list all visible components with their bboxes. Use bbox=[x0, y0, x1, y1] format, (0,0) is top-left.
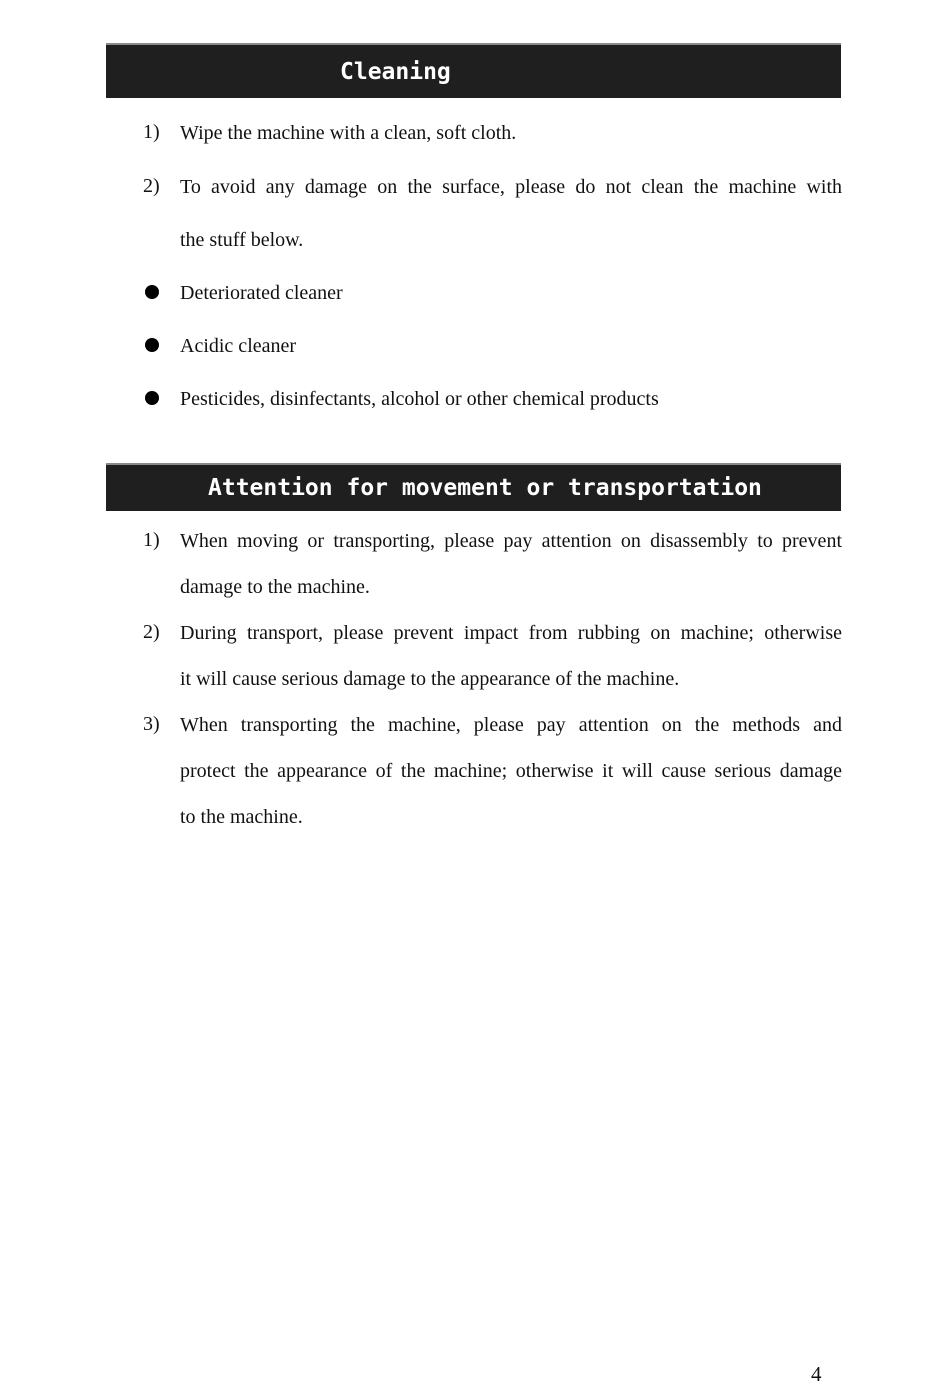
cleaning-item-2-marker: 2) bbox=[143, 175, 160, 197]
transport-item-3-text-line-2: protect the appearance of the machine; otherwise it will cause serious damage bbox=[180, 760, 842, 782]
cleaning-item-2-text-line-1: To avoid any damage on the surface, please do not clean the machine with bbox=[180, 176, 842, 198]
cleaning-title: Cleaning bbox=[340, 58, 451, 85]
bullet-icon bbox=[145, 285, 159, 299]
cleaning-bullet-3-text: Pesticides, disinfectants, alcohol or other chemical products bbox=[180, 388, 659, 410]
bullet-icon bbox=[145, 338, 159, 352]
transport-item-3-text-line-3: to the machine. bbox=[180, 806, 303, 828]
transport-item-2-text-line-1: During transport, please prevent impact from rubbing on machine; otherwise bbox=[180, 622, 842, 644]
cleaning-item-1-marker: 1) bbox=[143, 121, 160, 143]
cleaning-item-2-text-line-2: the stuff below. bbox=[180, 229, 304, 251]
cleaning-bullet-2-text: Acidic cleaner bbox=[180, 335, 297, 357]
transport-item-1-text-line-1: When moving or transporting, please pay attention on disassembly to prevent bbox=[180, 530, 842, 552]
cleaning-bullet-1-text: Deteriorated cleaner bbox=[180, 282, 343, 304]
page-number: 4 bbox=[811, 1362, 822, 1386]
cleaning-item-1-text: Wipe the machine with a clean, soft cloth. bbox=[180, 122, 517, 144]
bullet-icon bbox=[145, 391, 159, 405]
transport-item-2-marker: 2) bbox=[143, 621, 160, 643]
cleaning-section-header bbox=[106, 43, 841, 98]
transport-item-3-marker: 3) bbox=[143, 713, 160, 735]
transport-title: Attention for movement or transportation bbox=[208, 475, 762, 501]
transport-section-header bbox=[106, 463, 841, 511]
transport-item-3-text-line-1: When transporting the machine, please pay attention on the methods and bbox=[180, 714, 842, 736]
transport-item-1-marker: 1) bbox=[143, 529, 160, 551]
transport-item-2-text-line-2: it will cause serious damage to the appearance of the machine. bbox=[180, 668, 680, 690]
transport-item-1-text-line-2: damage to the machine. bbox=[180, 576, 370, 598]
